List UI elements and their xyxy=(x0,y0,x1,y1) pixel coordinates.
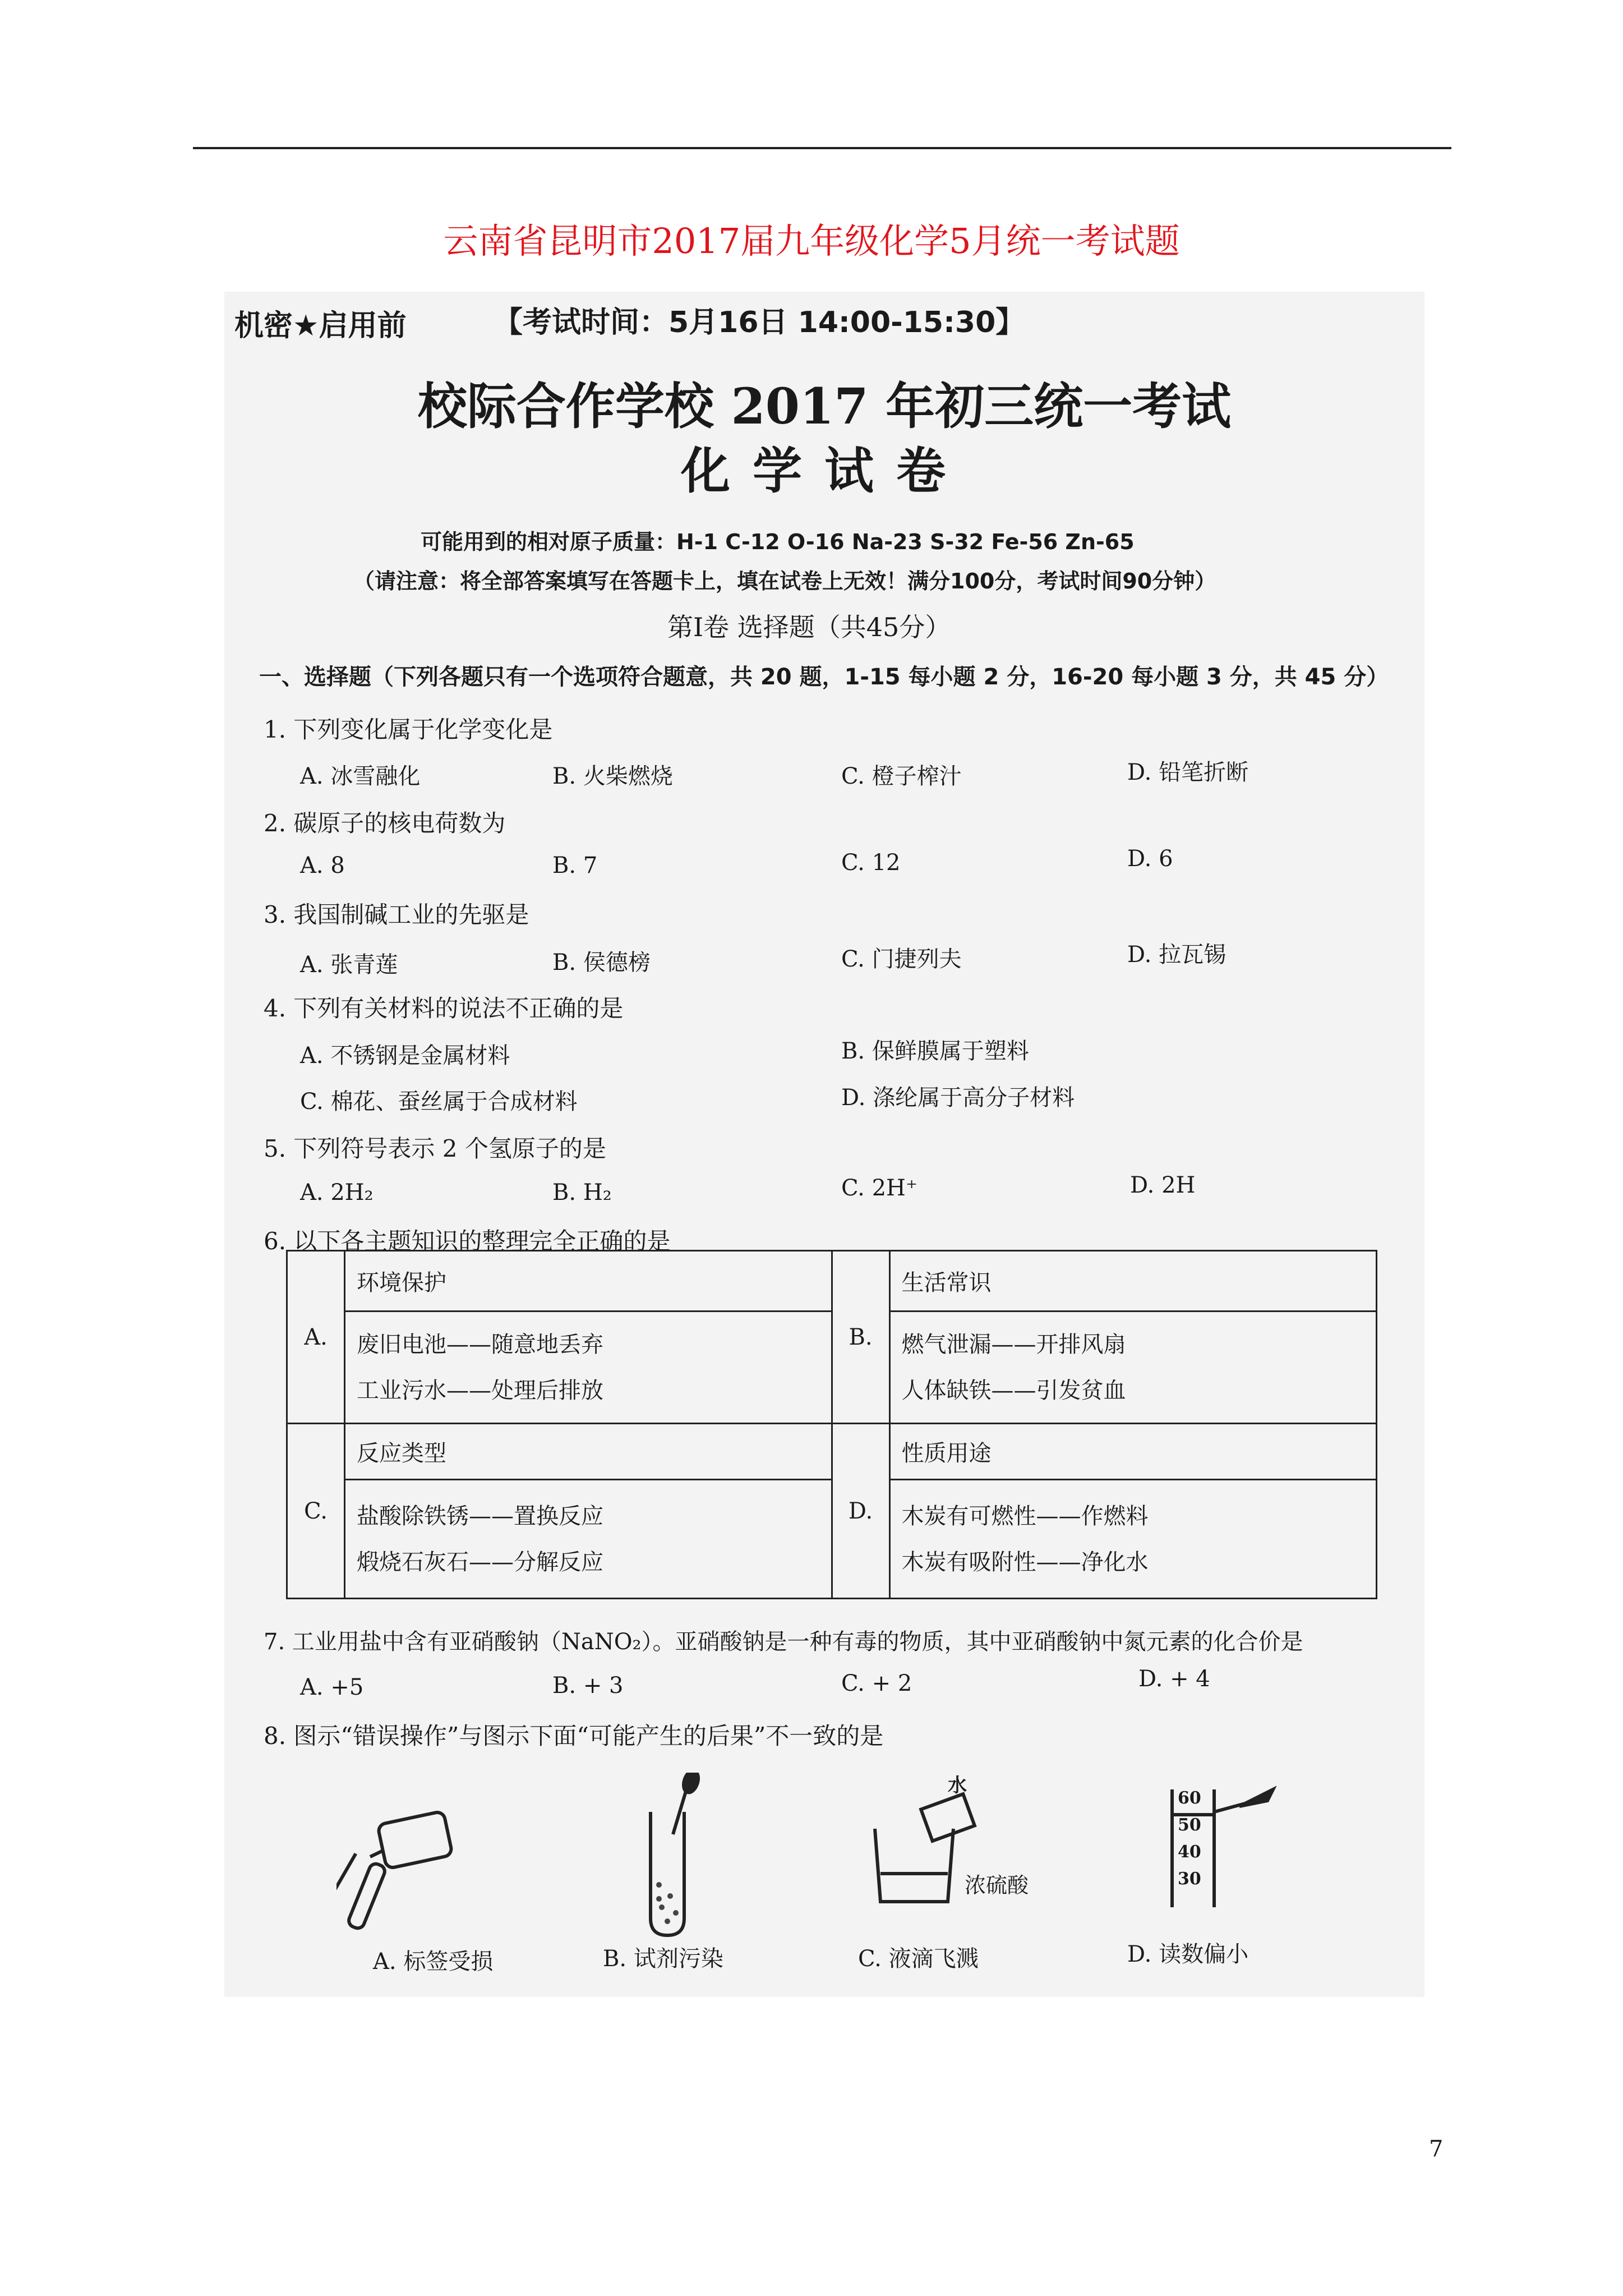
figure-b-caption: B. 试剂污染 xyxy=(603,1946,723,1972)
figure-a-pouring-icon xyxy=(336,1801,465,1935)
q5-option-b: B. H₂ xyxy=(552,1180,612,1205)
q2-option-c: C. 12 xyxy=(841,850,901,876)
q6-topic-b: 生活常识 xyxy=(889,1251,1377,1312)
figure-b-dropper-icon xyxy=(628,1773,718,1941)
q6-label-b: B. xyxy=(832,1251,889,1424)
question-5: 5. 下列符号表示 2 个氢原子的是 xyxy=(264,1135,606,1162)
q6-a-line-2: 工业污水——处理后排放 xyxy=(357,1377,603,1404)
q6-content-a xyxy=(345,1312,832,1424)
q7-option-a: A. +5 xyxy=(300,1674,364,1700)
water-label: 水 xyxy=(948,1774,967,1797)
q6-table xyxy=(286,1250,1377,1599)
q5-option-c: C. 2H⁺ xyxy=(841,1175,918,1201)
scale-30: 30 xyxy=(1178,1869,1201,1889)
q6-label-a: A. xyxy=(287,1251,345,1424)
question-2: 2. 碳原子的核电荷数为 xyxy=(264,809,506,837)
page-number: 7 xyxy=(1429,2136,1444,2162)
q1-option-d: D. 铅笔折断 xyxy=(1127,760,1249,785)
question-8: 8. 图示“错误操作”与图示下面“可能产生的后果”不一致的是 xyxy=(264,1722,884,1750)
q6-c-line-1: 盐酸除铁锈——置换反应 xyxy=(357,1503,603,1529)
q4-option-b: B. 保鲜膜属于塑料 xyxy=(841,1038,1029,1064)
q6-topic-c: 反应类型 xyxy=(345,1424,832,1480)
question-3: 3. 我国制碱工业的先驱是 xyxy=(264,901,529,928)
q5-option-a: A. 2H₂ xyxy=(300,1180,374,1205)
q6-content-b xyxy=(889,1312,1377,1424)
top-rule xyxy=(193,147,1451,149)
q3-option-a: A. 张青莲 xyxy=(300,952,398,978)
q6-content-c xyxy=(345,1480,832,1599)
q4-option-a: A. 不锈钢是金属材料 xyxy=(300,1043,510,1069)
q6-b-line-2: 人体缺铁——引发贫血 xyxy=(901,1377,1126,1404)
q4-option-d: D. 涤纶属于高分子材料 xyxy=(841,1085,1075,1111)
scale-60: 60 xyxy=(1178,1788,1201,1808)
question-1: 1. 下列变化属于化学变化是 xyxy=(264,716,553,743)
q2-option-b: B. 7 xyxy=(552,853,598,878)
q6-c-line-2: 煅烧石灰石——分解反应 xyxy=(357,1549,603,1575)
q3-option-c: C. 门捷列夫 xyxy=(841,946,962,972)
scale-40: 40 xyxy=(1178,1842,1201,1862)
q5-option-d: D. 2H xyxy=(1130,1172,1196,1198)
confidential-mark: 机密★启用前 xyxy=(234,309,407,343)
q6-topic-a: 环境保护 xyxy=(345,1251,832,1312)
q2-option-a: A. 8 xyxy=(300,853,345,878)
q6-topic-d: 性质用途 xyxy=(889,1424,1377,1480)
exam-subtitle: 化学试卷 xyxy=(680,441,968,500)
volume-heading: 第I卷 选择题（共45分） xyxy=(667,612,951,642)
q6-content-d xyxy=(889,1480,1377,1599)
q1-option-a: A. 冰雪融化 xyxy=(300,763,421,789)
acid-label: 浓硫酸 xyxy=(965,1873,1029,1898)
cylinder-scale xyxy=(1178,1785,1201,1893)
q2-option-d: D. 6 xyxy=(1127,846,1173,872)
document-title: 云南省昆明市2017届九年级化学5月统一考试题 xyxy=(443,220,1180,261)
q3-option-b: B. 侯德榜 xyxy=(552,950,651,976)
scale-50: 50 xyxy=(1178,1815,1201,1835)
atomic-masses: 可能用到的相对原子质量：H-1 C-12 O-16 Na-23 S-32 Fe-56 Zn-65 xyxy=(421,530,1135,554)
q1-option-c: C. 橙子榨汁 xyxy=(841,763,962,789)
q4-option-c: C. 棉花、蚕丝属于合成材料 xyxy=(300,1089,578,1115)
q1-option-b: B. 火柴燃烧 xyxy=(552,763,673,789)
exam-time: 【考试时间：5月16日 14:00-15:30】 xyxy=(494,306,1025,339)
q7-option-b: B. + 3 xyxy=(552,1673,624,1699)
q7-option-c: C. + 2 xyxy=(841,1671,912,1696)
question-7: 7. 工业用盐中含有亚硝酸钠（NaNO₂）。亚硝酸钠是一种有毒的物质，其中亚硝酸钠中氮元素的化合价是 xyxy=(264,1629,1303,1655)
exam-title: 校际合作学校 2017 年初三统一考试 xyxy=(417,377,1232,435)
question-4: 4. 下列有关材料的说法不正确的是 xyxy=(264,995,624,1022)
q6-label-c: C. xyxy=(287,1424,345,1599)
q6-label-d: D. xyxy=(832,1424,889,1599)
exam-notice: （请注意：将全部答案填写在答题卡上，填在试卷上无效！满分100分，考试时间90分钟） xyxy=(353,569,1216,593)
q6-a-line-1: 废旧电池——随意地丢弃 xyxy=(357,1331,603,1358)
q6-b-line-1: 燃气泄漏——开排风扇 xyxy=(901,1331,1126,1358)
q6-d-line-1: 木炭有可燃性——作燃料 xyxy=(901,1503,1149,1529)
figure-c-caption: C. 液滴飞溅 xyxy=(858,1946,979,1972)
question-6: 6. 以下各主题知识的整理完全正确的是 xyxy=(264,1227,671,1255)
figure-a-caption: A. 标签受损 xyxy=(373,1949,494,1975)
section-heading: 一、选择题（下列各题只有一个选项符合题意，共 20 题，1-15 每小题 2 分，16-20 每小题 3 分，共 45 分） xyxy=(259,664,1389,690)
figure-d-caption: D. 读数偏小 xyxy=(1127,1941,1249,1967)
q7-option-d: D. + 4 xyxy=(1138,1666,1210,1692)
q3-option-d: D. 拉瓦锡 xyxy=(1127,942,1227,968)
q6-d-line-2: 木炭有吸附性——净化水 xyxy=(901,1549,1149,1575)
